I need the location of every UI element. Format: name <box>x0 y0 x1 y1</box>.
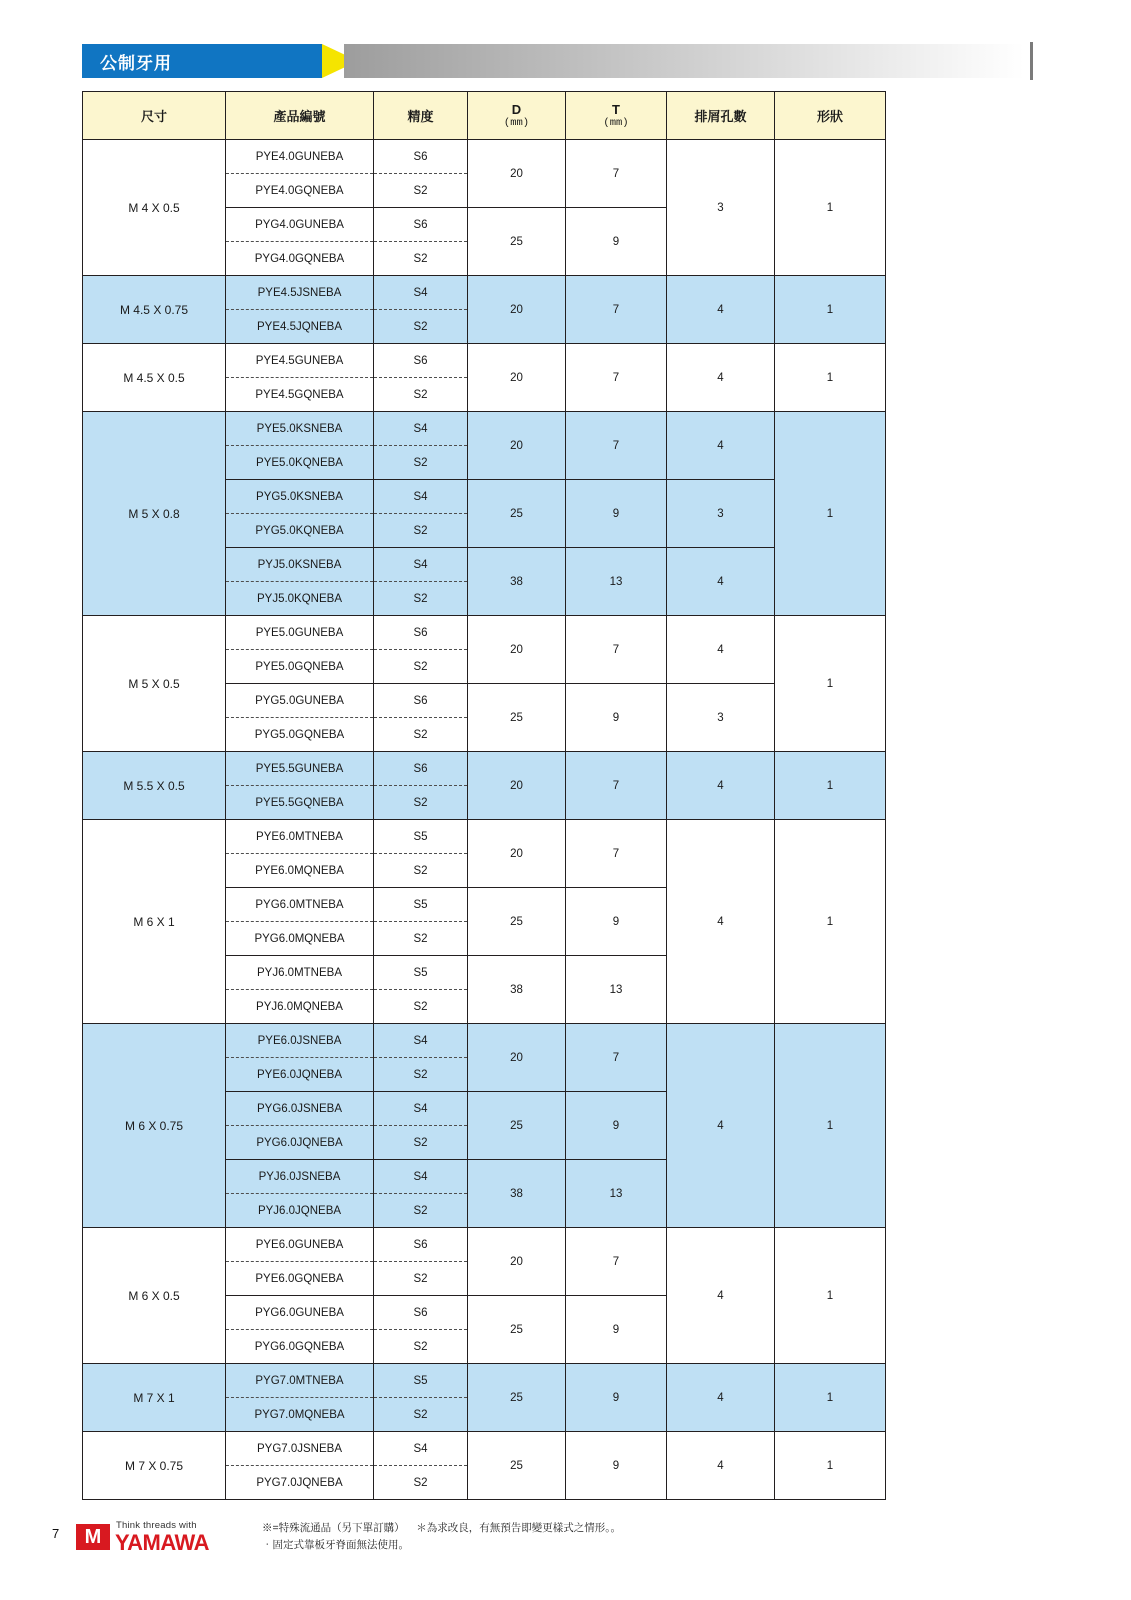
cell-precision: S2 <box>374 718 468 752</box>
cell-shape: 1 <box>775 616 886 752</box>
cell-diameter: 25 <box>468 208 566 276</box>
cell-size: M 6 X 1 <box>83 820 226 1024</box>
cell-shape: 1 <box>775 1364 886 1432</box>
cell-thickness: 7 <box>566 276 667 344</box>
cell-product-code: PYG7.0JQNEBA <box>226 1466 374 1500</box>
cell-thickness: 7 <box>566 616 667 684</box>
cell-precision: S2 <box>374 1398 468 1432</box>
cell-product-code: PYG6.0JQNEBA <box>226 1126 374 1160</box>
cell-diameter: 38 <box>468 1160 566 1228</box>
table-header-row <box>83 92 886 140</box>
cell-product-code: PYE4.5JSNEBA <box>226 276 374 310</box>
cell-product-code: PYG7.0JSNEBA <box>226 1432 374 1466</box>
cell-product-code: PYG4.0GUNEBA <box>226 208 374 242</box>
cell-precision: S4 <box>374 480 468 514</box>
cell-product-code: PYE5.0KQNEBA <box>226 446 374 480</box>
cell-product-code: PYE6.0JQNEBA <box>226 1058 374 1092</box>
cell-diameter: 20 <box>468 412 566 480</box>
cell-shape: 1 <box>775 1228 886 1364</box>
column-header-product-code: 產品編號 <box>226 92 374 140</box>
cell-precision: S6 <box>374 616 468 650</box>
cell-precision: S4 <box>374 1432 468 1466</box>
table-row <box>83 752 886 786</box>
cell-thickness: 7 <box>566 140 667 208</box>
cell-product-code: PYJ5.0KQNEBA <box>226 582 374 616</box>
cell-product-code: PYG6.0MQNEBA <box>226 922 374 956</box>
cell-shape: 1 <box>775 344 886 412</box>
cell-product-code: PYG5.0KSNEBA <box>226 480 374 514</box>
cell-product-code: PYE6.0GQNEBA <box>226 1262 374 1296</box>
cell-thickness: 13 <box>566 548 667 616</box>
cell-thickness: 7 <box>566 412 667 480</box>
cell-precision: S2 <box>374 446 468 480</box>
cell-product-code: PYE4.5GQNEBA <box>226 378 374 412</box>
cell-precision: S6 <box>374 752 468 786</box>
cell-thickness: 9 <box>566 208 667 276</box>
page-footer <box>0 1508 1131 1578</box>
cell-chip-holes: 4 <box>667 616 775 684</box>
cell-chip-holes: 4 <box>667 548 775 616</box>
cell-product-code: PYE6.0MTNEBA <box>226 820 374 854</box>
cell-product-code: PYE6.0MQNEBA <box>226 854 374 888</box>
cell-precision: S2 <box>374 310 468 344</box>
cell-diameter: 20 <box>468 276 566 344</box>
cell-diameter: 20 <box>468 140 566 208</box>
cell-precision: S5 <box>374 820 468 854</box>
yamawa-logo-mark: M <box>76 1524 110 1550</box>
header-gradient <box>344 44 1024 78</box>
cell-precision: S2 <box>374 854 468 888</box>
cell-precision: S2 <box>374 1194 468 1228</box>
cell-product-code: PYG6.0GQNEBA <box>226 1330 374 1364</box>
cell-product-code: PYG7.0MTNEBA <box>226 1364 374 1398</box>
cell-diameter: 25 <box>468 888 566 956</box>
cell-chip-holes: 3 <box>667 140 775 276</box>
cell-product-code: PYE6.0GUNEBA <box>226 1228 374 1262</box>
cell-thickness: 9 <box>566 888 667 956</box>
cell-chip-holes: 4 <box>667 276 775 344</box>
cell-thickness: 9 <box>566 1364 667 1432</box>
cell-size: M 5.5 X 0.5 <box>83 752 226 820</box>
cell-diameter: 25 <box>468 1432 566 1500</box>
cell-product-code: PYG6.0MTNEBA <box>226 888 374 922</box>
cell-thickness: 7 <box>566 820 667 888</box>
footnote-line: ※=特殊流通品（另下單訂購） ＊為求改良，有無預告即變更樣式之情形。。 <box>262 1522 622 1534</box>
logo-tagline: Think threads with <box>116 1520 197 1531</box>
table-row <box>83 1364 886 1398</box>
table-row <box>83 344 886 378</box>
cell-shape: 1 <box>775 820 886 1024</box>
cell-product-code: PYE5.5GQNEBA <box>226 786 374 820</box>
cell-diameter: 25 <box>468 684 566 752</box>
cell-size: M 4.5 X 0.75 <box>83 276 226 344</box>
column-header-shape: 形狀 <box>775 92 886 140</box>
cell-thickness: 13 <box>566 1160 667 1228</box>
cell-thickness: 9 <box>566 1296 667 1364</box>
column-header-t: T (mm) <box>566 92 667 140</box>
cell-thickness: 9 <box>566 1432 667 1500</box>
cell-precision: S2 <box>374 242 468 276</box>
cell-size: M 5 X 0.5 <box>83 616 226 752</box>
cell-precision: S6 <box>374 344 468 378</box>
table-row <box>83 412 886 446</box>
cell-precision: S5 <box>374 888 468 922</box>
page-title: 公制牙用 <box>100 54 172 73</box>
cell-precision: S6 <box>374 1228 468 1262</box>
cell-product-code: PYG5.0GUNEBA <box>226 684 374 718</box>
page-header <box>82 44 1037 78</box>
cell-product-code: PYG4.0GQNEBA <box>226 242 374 276</box>
cell-precision: S5 <box>374 956 468 990</box>
table-row <box>83 1228 886 1262</box>
cell-precision: S2 <box>374 786 468 820</box>
cell-precision: S6 <box>374 140 468 174</box>
cell-product-code: PYJ6.0JQNEBA <box>226 1194 374 1228</box>
cell-size: M 4.5 X 0.5 <box>83 344 226 412</box>
spec-table <box>82 91 886 1500</box>
cell-product-code: PYJ6.0MQNEBA <box>226 990 374 1024</box>
cell-size: M 6 X 0.75 <box>83 1024 226 1228</box>
cell-product-code: PYG5.0GQNEBA <box>226 718 374 752</box>
cell-thickness: 13 <box>566 956 667 1024</box>
cell-precision: S2 <box>374 174 468 208</box>
cell-diameter: 20 <box>468 1228 566 1296</box>
table-row <box>83 820 886 854</box>
cell-shape: 1 <box>775 140 886 276</box>
cell-diameter: 20 <box>468 1024 566 1092</box>
column-header-d: D (mm) <box>468 92 566 140</box>
cell-product-code: PYE4.5JQNEBA <box>226 310 374 344</box>
table-row <box>83 616 886 650</box>
cell-precision: S2 <box>374 990 468 1024</box>
cell-shape: 1 <box>775 1432 886 1500</box>
cell-precision: S6 <box>374 684 468 718</box>
cell-size: M 4 X 0.5 <box>83 140 226 276</box>
cell-diameter: 25 <box>468 480 566 548</box>
cell-precision: S2 <box>374 378 468 412</box>
cell-diameter: 20 <box>468 344 566 412</box>
cell-chip-holes: 4 <box>667 820 775 1024</box>
logo-wordmark: YAMAWA <box>115 1530 209 1555</box>
yamawa-logo <box>76 1516 256 1556</box>
cell-diameter: 25 <box>468 1092 566 1160</box>
cell-chip-holes: 3 <box>667 684 775 752</box>
cell-product-code: PYE4.0GQNEBA <box>226 174 374 208</box>
cell-size: M 7 X 1 <box>83 1364 226 1432</box>
cell-chip-holes: 4 <box>667 1432 775 1500</box>
cell-diameter: 20 <box>468 616 566 684</box>
cell-product-code: PYG6.0JSNEBA <box>226 1092 374 1126</box>
cell-chip-holes: 4 <box>667 752 775 820</box>
cell-chip-holes: 4 <box>667 344 775 412</box>
cell-precision: S4 <box>374 276 468 310</box>
column-header-size: 尺寸 <box>83 92 226 140</box>
cell-precision: S4 <box>374 548 468 582</box>
cell-diameter: 38 <box>468 548 566 616</box>
table-row <box>83 1432 886 1466</box>
cell-diameter: 25 <box>468 1364 566 1432</box>
cell-chip-holes: 3 <box>667 480 775 548</box>
cell-chip-holes: 4 <box>667 1024 775 1228</box>
cell-chip-holes: 4 <box>667 412 775 480</box>
cell-thickness: 7 <box>566 1024 667 1092</box>
cell-product-code: PYE5.0GQNEBA <box>226 650 374 684</box>
cell-precision: S6 <box>374 208 468 242</box>
footnote-line: ‧固定式靠板牙脊面無法使用。 <box>262 1539 409 1551</box>
cell-precision: S2 <box>374 582 468 616</box>
cell-shape: 1 <box>775 752 886 820</box>
table-row <box>83 140 886 174</box>
cell-product-code: PYE5.0GUNEBA <box>226 616 374 650</box>
cell-product-code: PYE5.0KSNEBA <box>226 412 374 446</box>
page-number: 7 <box>52 1526 60 1541</box>
cell-product-code: PYJ6.0JSNEBA <box>226 1160 374 1194</box>
cell-precision: S4 <box>374 1160 468 1194</box>
cell-size: M 6 X 0.5 <box>83 1228 226 1364</box>
cell-diameter: 20 <box>468 820 566 888</box>
cell-precision: S2 <box>374 1466 468 1500</box>
cell-thickness: 7 <box>566 344 667 412</box>
cell-product-code: PYE5.5GUNEBA <box>226 752 374 786</box>
cell-thickness: 7 <box>566 1228 667 1296</box>
cell-product-code: PYE6.0JSNEBA <box>226 1024 374 1058</box>
table-row <box>83 276 886 310</box>
cell-precision: S4 <box>374 412 468 446</box>
cell-precision: S2 <box>374 922 468 956</box>
cell-diameter: 20 <box>468 752 566 820</box>
cell-thickness: 9 <box>566 1092 667 1160</box>
cell-thickness: 9 <box>566 684 667 752</box>
cell-precision: S2 <box>374 1058 468 1092</box>
cell-product-code: PYE4.0GUNEBA <box>226 140 374 174</box>
cell-product-code: PYG6.0GUNEBA <box>226 1296 374 1330</box>
cell-precision: S4 <box>374 1092 468 1126</box>
cell-size: M 7 X 0.75 <box>83 1432 226 1500</box>
header-end-bar <box>1030 42 1033 80</box>
cell-precision: S2 <box>374 1126 468 1160</box>
column-header-holes: 排屑孔數 <box>667 92 775 140</box>
column-header-precision: 精度 <box>374 92 468 140</box>
cell-diameter: 25 <box>468 1296 566 1364</box>
footnotes <box>262 1520 621 1554</box>
cell-product-code: PYG7.0MQNEBA <box>226 1398 374 1432</box>
table-row <box>83 1024 886 1058</box>
cell-precision: S2 <box>374 1262 468 1296</box>
cell-shape: 1 <box>775 412 886 616</box>
cell-thickness: 9 <box>566 480 667 548</box>
cell-precision: S2 <box>374 650 468 684</box>
cell-diameter: 38 <box>468 956 566 1024</box>
cell-product-code: PYG5.0KQNEBA <box>226 514 374 548</box>
cell-precision: S6 <box>374 1296 468 1330</box>
cell-precision: S4 <box>374 1024 468 1058</box>
cell-chip-holes: 4 <box>667 1228 775 1364</box>
cell-shape: 1 <box>775 1024 886 1228</box>
cell-product-code: PYE4.5GUNEBA <box>226 344 374 378</box>
cell-precision: S5 <box>374 1364 468 1398</box>
cell-chip-holes: 4 <box>667 1364 775 1432</box>
cell-product-code: PYJ6.0MTNEBA <box>226 956 374 990</box>
cell-precision: S2 <box>374 1330 468 1364</box>
cell-thickness: 7 <box>566 752 667 820</box>
cell-shape: 1 <box>775 276 886 344</box>
cell-size: M 5 X 0.8 <box>83 412 226 616</box>
cell-precision: S2 <box>374 514 468 548</box>
cell-product-code: PYJ5.0KSNEBA <box>226 548 374 582</box>
